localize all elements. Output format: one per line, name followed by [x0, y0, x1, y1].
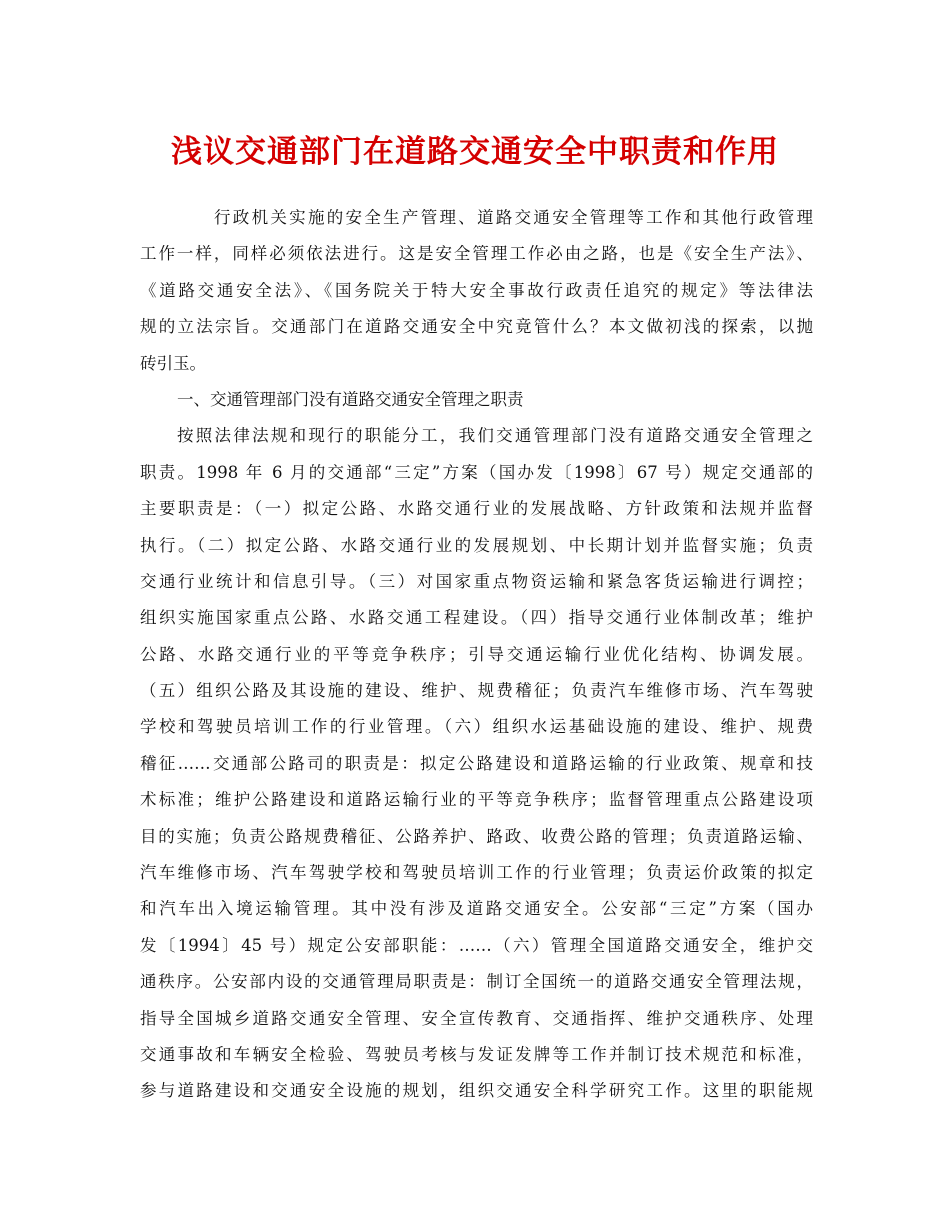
paragraph-line: （五）组织公路及其设施的建设、维护、规费稽征；负责汽车维修市场、汽车驾驶 — [140, 681, 813, 701]
paragraph-line: 行政机关实施的安全生产管理、道路交通安全管理等工作和其他行政管理 — [214, 208, 813, 227]
paragraph-line: 参与道路建设和交通安全设施的规划，组织交通安全科学研究工作。这里的职能规 — [140, 1081, 813, 1101]
paragraph-line: 公路、水路交通行业的平等竞争秩序；引导交通运输行业优化结构、协调发展。 — [140, 644, 813, 664]
document-body — [140, 200, 813, 1110]
paragraph-line: 工作一样，同样必须依法进行。这是安全管理工作必由之路，也是《安全生产法》、 — [140, 244, 813, 264]
paragraph-line: 指导全国城乡道路交通安全管理、安全宣传教育、交通指挥、维护交通秩序、处理 — [140, 1008, 813, 1028]
paragraph-line: 发〔1994〕45 号）规定公安部职能：……（六）管理全国道路交通安全，维护交 — [140, 935, 813, 955]
paragraph-line: 组织实施国家重点公路、水路交通工程建设。（四）指导交通行业体制改革；维护 — [140, 608, 813, 628]
paragraph-line: 汽车维修市场、汽车驾驶学校和驾驶员培训工作的行业管理；负责运价政策的拟定 — [140, 863, 813, 883]
paragraph-line: 通秩序。公安部内设的交通管理局职责是：制订全国统一的道路交通安全管理法规， — [140, 972, 813, 992]
paragraph-line: 砖引玉。 — [140, 353, 206, 373]
paragraph-line: 交通行业统计和信息引导。（三）对国家重点物资运输和紧急客货运输进行调控； — [140, 571, 813, 591]
paragraph-line: 主要职责是：（一）拟定公路、水路交通行业的发展战略、方针政策和法规并监督 — [140, 499, 813, 519]
document-title: 浅议交通部门在道路交通安全中职责和作用 — [171, 134, 779, 170]
section-heading: 一、交通管理部门没有道路交通安全管理之职责 — [177, 389, 524, 409]
paragraph-line: 目的实施；负责公路规费稽征、公路养护、路政、收费公路的管理；负责道路运输、 — [140, 826, 813, 846]
paragraph-line: 职责。1998 年 6 月的交通部“三定”方案（国办发〔1998〕67 号）规定交通部的 — [140, 462, 813, 482]
paragraph-line: 规的立法宗旨。交通部门在道路交通安全中究竟管什么？本文做初浅的探索，以抛 — [140, 317, 813, 337]
paragraph-line: 和汽车出入境运输管理。其中没有涉及道路交通安全。公安部“三定”方案（国办 — [140, 899, 813, 919]
paragraph-line: 《道路交通安全法》、《国务院关于特大安全事故行政责任追究的规定》等法律法 — [140, 280, 813, 300]
paragraph-line: 按照法律法规和现行的职能分工，我们交通管理部门没有道路交通安全管理之 — [177, 426, 813, 446]
paragraph-line: 交通事故和车辆安全检验、驾驶员考核与发证发牌等工作并制订技术规范和标准， — [140, 1044, 813, 1064]
paragraph-line: 执行。（二）拟定公路、水路交通行业的发展规划、中长期计划并监督实施；负责 — [140, 535, 813, 555]
paragraph-line: 术标准；维护公路建设和道路运输行业的平等竞争秩序；监督管理重点公路建设项 — [140, 790, 813, 810]
paragraph-line: 稽征……交通部公路司的职责是：拟定公路建设和道路运输的行业政策、规章和技 — [140, 753, 813, 773]
paragraph-line: 学校和驾驶员培训工作的行业管理。（六）组织水运基础设施的建设、维护、规费 — [140, 717, 813, 737]
